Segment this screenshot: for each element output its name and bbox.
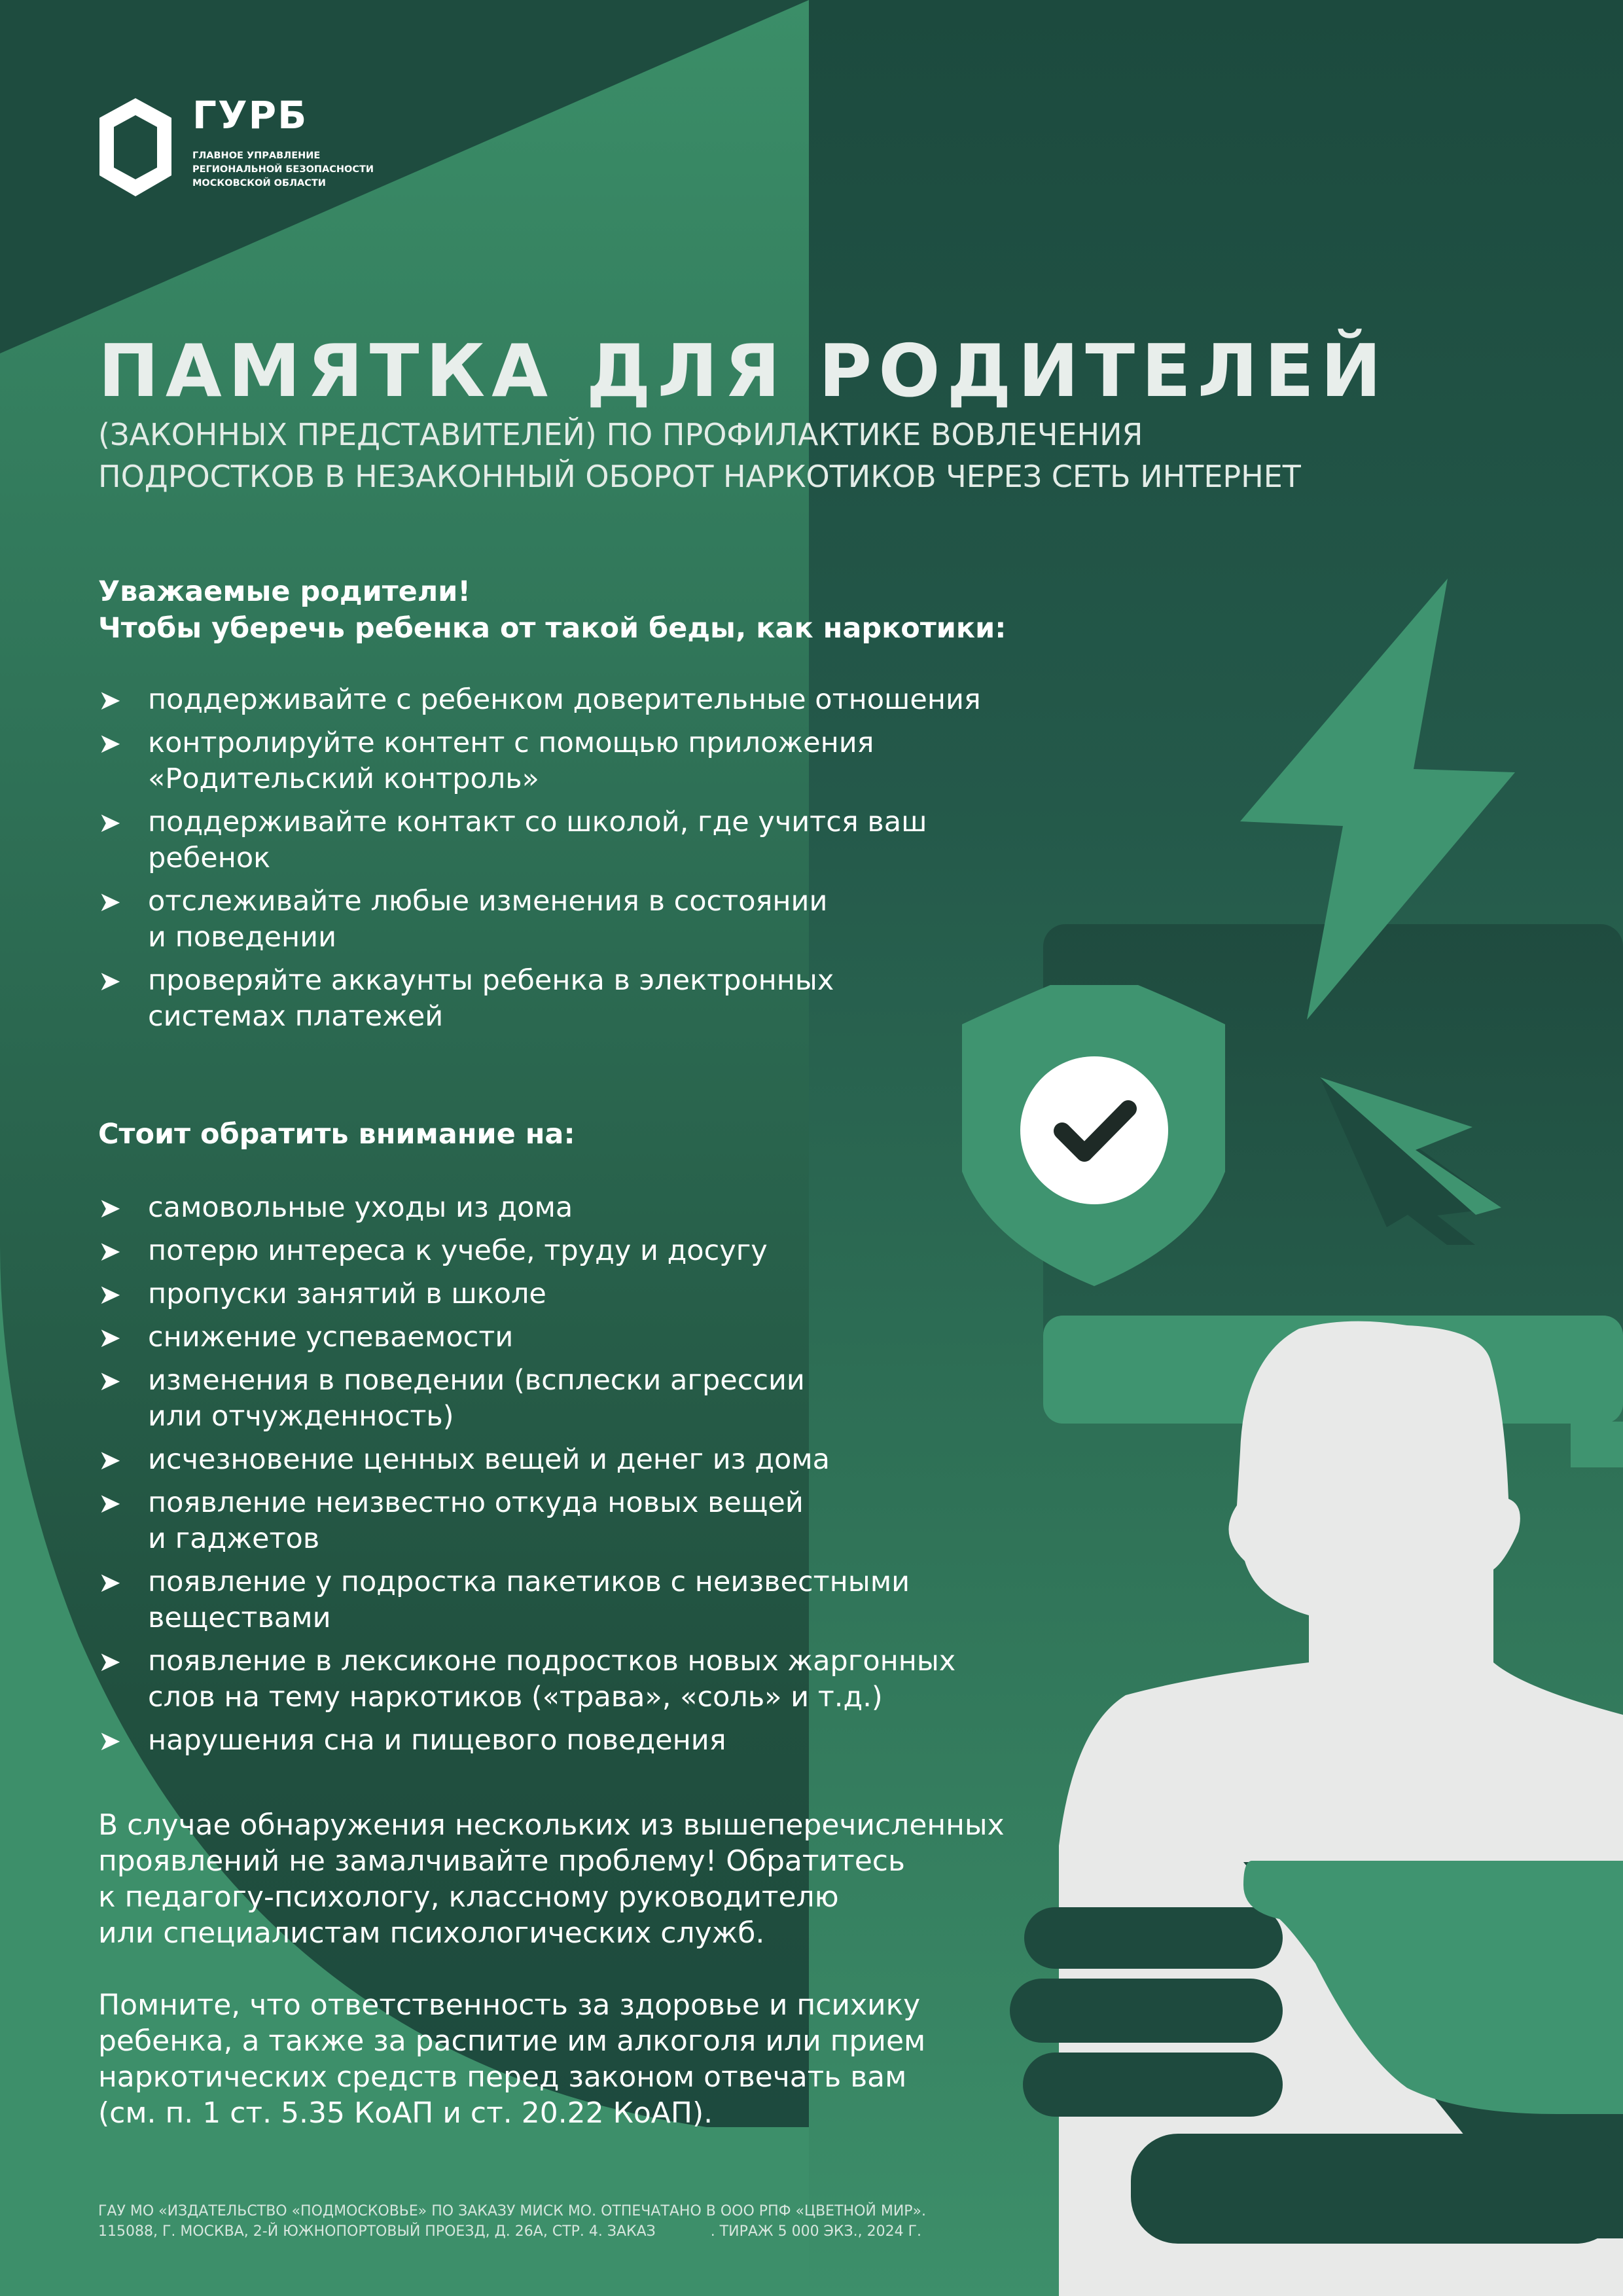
list-item: ➤ контролируйте контент с помощью приложения «Родительский контроль» [98,726,874,795]
footer-line-1: ГАУ МО «ИЗДАТЕЛЬСТВО «ПОДМОСКОВЬЕ» ПО ЗАКАЗУ МИСК МО. ОТПЕЧАТАНО В ООО РПФ «ЦВЕТНОЙ МИР». [98,2203,926,2219]
arrow-bullet-icon: ➤ [98,1645,122,1677]
list-item: ➤ появление неизвестно откуда новых вещей и гаджетов [98,1486,804,1555]
arrow-bullet-icon: ➤ [98,1278,122,1310]
warning-heading-block [98,1116,1060,1153]
footer-line-2: 115088, Г. МОСКВА, 2-Й ЮЖНОПОРТОВЫЙ ПРОЕЗД, Д. 26А, СТР. 4. ЗАКАЗ . ТИРАЖ 5 000 ЭКЗ., 2024 Г. [98,2223,922,2240]
arrow-bullet-icon: ➤ [98,1365,122,1397]
law-paragraph: Помните, что ответственность за здоровье и психику ребенка, а также за распитие им алкоголя или прием наркотических средств перед законом отвечать вам (см. п. 1 ст. 5.35 КоАП и ст. 20.22 КоАП). [98,1988,926,2130]
list-item: ➤ проверяйте аккаунты ребенка в электронных системах платежей [98,964,834,1033]
imprint-footer [98,2201,1276,2242]
shield-hexagon-icon [96,96,175,199]
list-item: ➤ поддерживайте с ребенком доверительные отношения [98,682,1080,718]
page-title: ПАМЯТКА ДЛЯ РОДИТЕЛЕЙ [98,329,1388,414]
list-item: ➤ появление в лексиконе подростков новых жаргонных слов на тему наркотиков («трава», «соль» и т.д.) [98,1645,956,1713]
arrow-bullet-icon: ➤ [98,1321,122,1354]
list-item: ➤ поддерживайте контакт со школой, где учится ваш ребенок [98,806,927,874]
arrow-bullet-icon: ➤ [98,1235,122,1267]
list-item: ➤ пропуски занятий в школе [98,1276,1080,1312]
warning-signs-heading: Стоит обратить внимание на: [98,1118,575,1151]
logo-abbreviation: ГУРБ [192,93,308,137]
logo-subtitle: ГЛАВНОЕ УПРАВЛЕНИЕ РЕГИОНАЛЬНОЙ БЕЗОПАСНОСТИ МОСКОВСКОЙ ОБЛАСТИ [192,151,374,188]
arrow-bullet-icon: ➤ [98,886,122,918]
list-item: ➤ исчезновение ценных вещей и денег из дома [98,1442,1080,1478]
arrow-bullet-icon: ➤ [98,1487,122,1519]
arrow-bullet-icon: ➤ [98,1444,122,1476]
list-item: ➤ снижение успеваемости [98,1319,1080,1355]
arrow-bullet-icon: ➤ [98,727,122,759]
list-item: ➤ самовольные уходы из дома [98,1190,1080,1226]
arrow-bullet-icon: ➤ [98,1192,122,1224]
arrow-bullet-icon: ➤ [98,965,122,997]
list-item: ➤ изменения в поведении (всплески агрессии или отчужденность) [98,1364,805,1433]
arrow-bullet-icon: ➤ [98,684,122,716]
advice-list [98,682,1080,1042]
arrow-bullet-icon: ➤ [98,1725,122,1757]
logo [96,93,374,199]
arrow-bullet-icon: ➤ [98,1566,122,1598]
intro-lead: Чтобы уберечь ребенка от такой беды, как наркотики: [98,612,1007,645]
warning-signs-list [98,1190,1080,1766]
arrow-bullet-icon: ➤ [98,806,122,838]
list-item: ➤ отслеживайте любые изменения в состоянии и поведении [98,885,828,954]
advice-paragraph: В случае обнаружения нескольких из вышеперечисленных проявлений не замалчивайте проблему! Обратитесь к педагогу-психологу, классному руководителю или специалистам психологических служб. [98,1808,1005,1950]
page-subtitle: (ЗАКОННЫХ ПРЕДСТАВИТЕЛЕЙ) ПО ПРОФИЛАКТИКЕ ВОВЛЕЧЕНИЯ ПОДРОСТКОВ В НЕЗАКОННЫЙ ОБОРОТ НАРКОТИКОВ ЧЕРЕЗ СЕТЬ ИНТЕРНЕТ [98,417,1301,494]
greeting: Уважаемые родители! [98,575,471,608]
list-item: ➤ потерю интереса к учебе, труду и досугу [98,1233,1080,1269]
list-item: ➤ нарушения сна и пищевого поведения [98,1723,1080,1759]
list-item: ➤ появление у подростка пакетиков с неизвестными веществами [98,1566,910,1634]
intro-block [98,573,1060,647]
